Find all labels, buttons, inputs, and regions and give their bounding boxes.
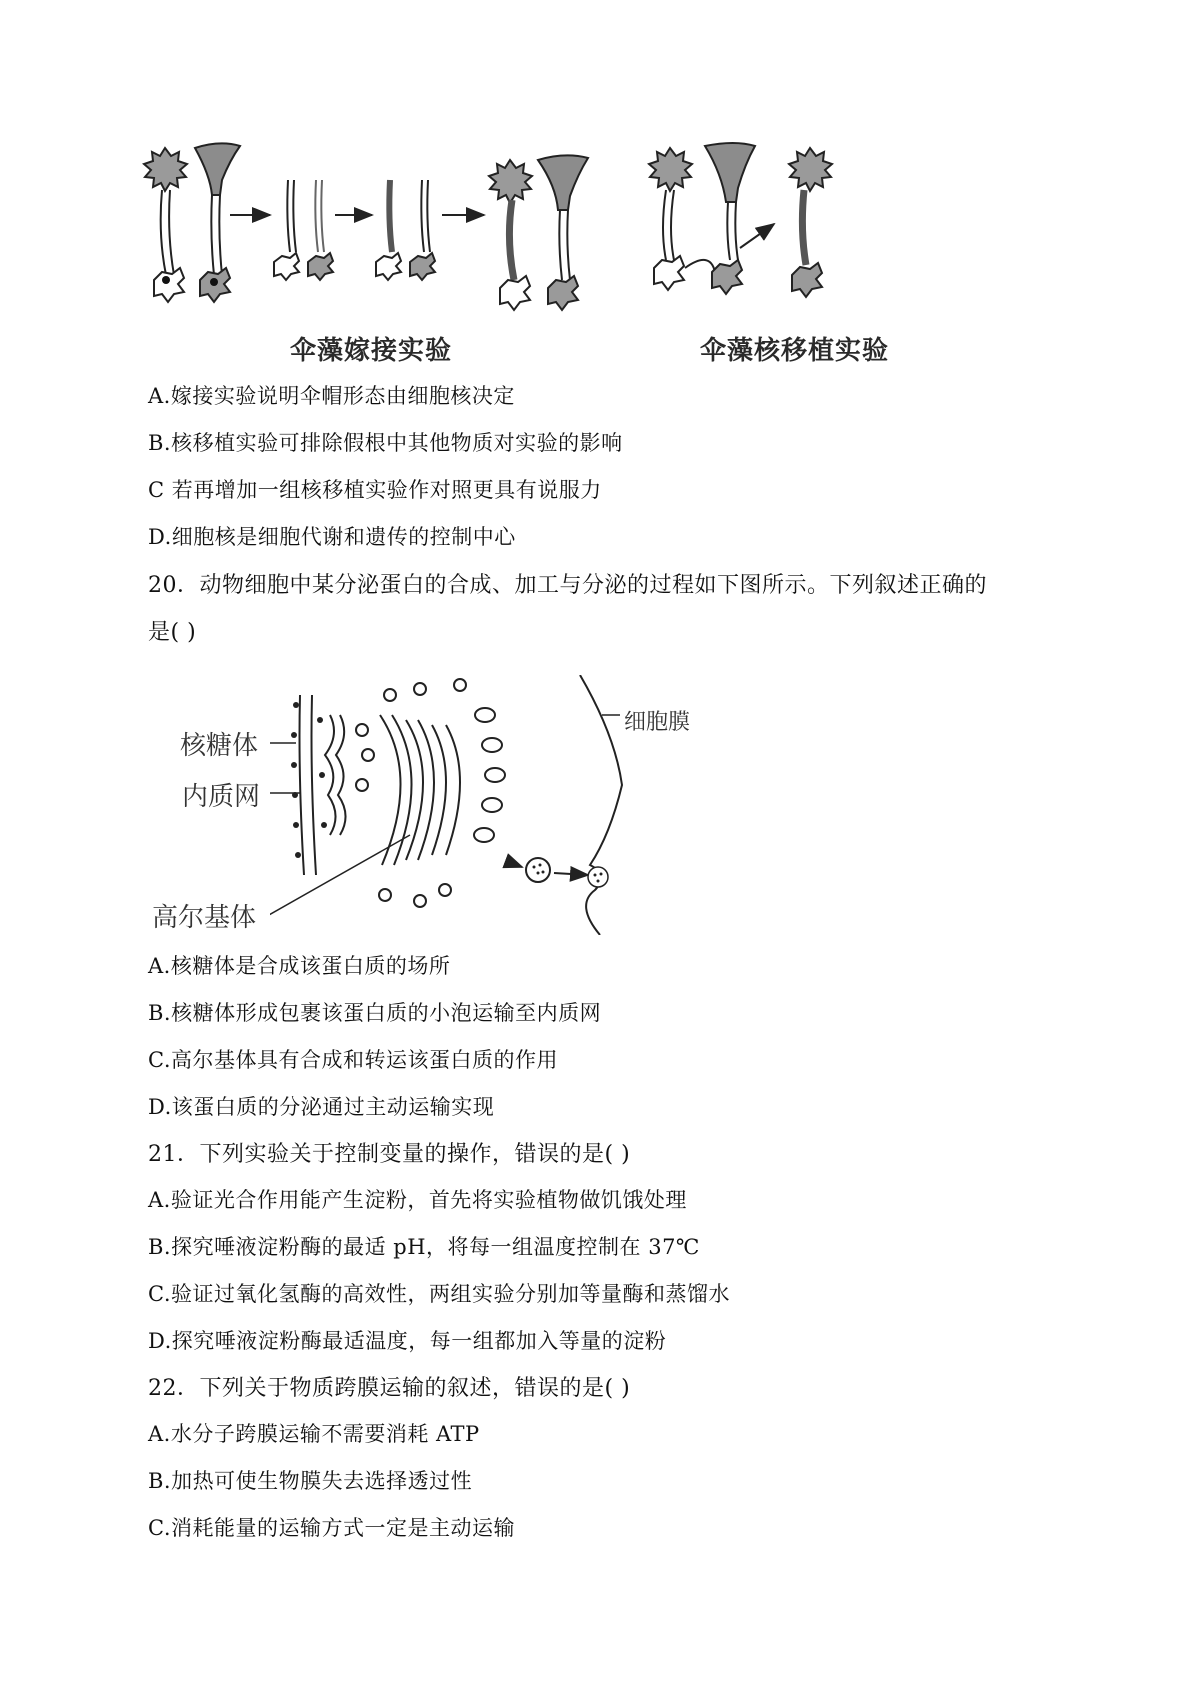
label-membrane: 细胞膜 xyxy=(624,710,691,735)
q21-option-b: B.探究唾液淀粉酶的最适 pH，将每一组温度控制在 37℃ xyxy=(148,1235,700,1259)
q22-stem: 22．下列关于物质跨膜运输的叙述，错误的是( ) xyxy=(148,1376,631,1401)
q20-stem-line1: 20．动物细胞中某分泌蛋白的合成、加工与分泌的过程如下图所示。下列叙述正确的 xyxy=(148,573,987,598)
q20-option-b: B.核糖体形成包裹该蛋白质的小泡运输至内质网 xyxy=(148,1001,602,1025)
q20-option-a: A.核糖体是合成该蛋白质的场所 xyxy=(148,954,451,978)
label-ribosome: 核糖体 xyxy=(180,731,259,761)
q21-stem: 21．下列实验关于控制变量的操作，错误的是( ) xyxy=(148,1142,631,1167)
q22-option-a: A.水分子跨膜运输不需要消耗 ATP xyxy=(148,1422,480,1446)
q20-stem-line2: 是( ) xyxy=(148,620,197,645)
q19-option-c: C 若再增加一组核移植实验作对照更具有说服力 xyxy=(148,478,602,502)
figure1-caption-right: 伞藻核移植实验 xyxy=(700,336,890,366)
secretion-figure xyxy=(270,675,670,935)
q21-option-d: D.探究唾液淀粉酶最适温度，每一组都加入等量的淀粉 xyxy=(148,1329,667,1353)
q22-option-b: B.加热可使生物膜失去选择透过性 xyxy=(148,1469,473,1493)
q19-option-a: A.嫁接实验说明伞帽形态由细胞核决定 xyxy=(148,384,515,408)
label-golgi: 高尔基体 xyxy=(152,903,257,933)
label-er: 内质网 xyxy=(182,782,261,812)
q21-option-a: A.验证光合作用能产生淀粉，首先将实验植物做饥饿处理 xyxy=(148,1188,687,1212)
q19-option-b: B.核移植实验可排除假根中其他物质对实验的影响 xyxy=(148,431,623,455)
figure1-caption-left: 伞藻嫁接实验 xyxy=(290,336,453,366)
q20-option-d: D.该蛋白质的分泌通过主动运输实现 xyxy=(148,1095,495,1119)
q20-option-c: C.高尔基体具有合成和转运该蛋白质的作用 xyxy=(148,1048,558,1072)
q19-option-d: D.细胞核是细胞代谢和遗传的控制中心 xyxy=(148,525,516,549)
q22-option-c: C.消耗能量的运输方式一定是主动运输 xyxy=(148,1516,515,1540)
q21-option-c: C.验证过氧化氢酶的高效性，两组实验分别加等量酶和蒸馏水 xyxy=(148,1282,730,1306)
acetabularia-figure xyxy=(140,140,920,320)
